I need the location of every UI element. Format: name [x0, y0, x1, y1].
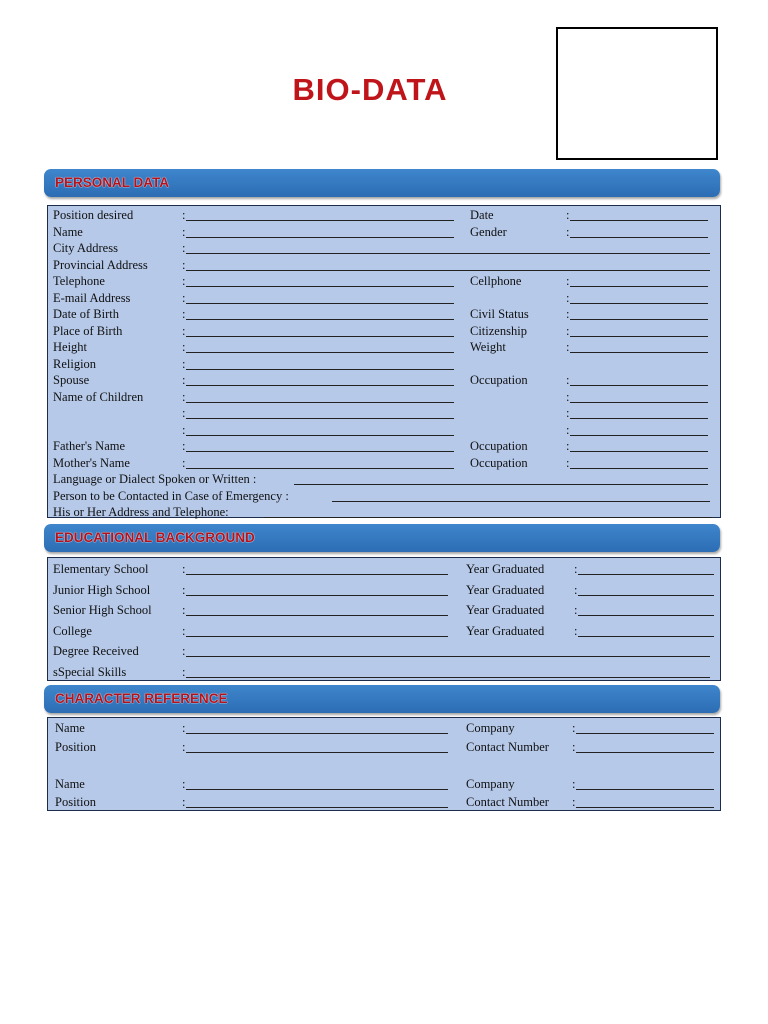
label-address-telephone: His or Her Address and Telephone: [53, 505, 229, 519]
colon: : [574, 582, 578, 597]
row-college [48, 623, 720, 639]
colon: : [566, 455, 570, 470]
label-gender: Gender [470, 224, 507, 239]
row-children-1 [48, 389, 720, 405]
field-spouse[interactable] [186, 385, 454, 386]
field-gender[interactable] [570, 237, 708, 238]
row-name [48, 224, 720, 240]
field-elementary[interactable] [186, 574, 448, 575]
field-child-2-extra[interactable] [570, 418, 708, 419]
colon: : [566, 290, 570, 305]
field-mother-occupation[interactable] [570, 468, 708, 469]
colon: : [182, 290, 186, 305]
colon: : [182, 257, 186, 272]
colon: : [182, 562, 186, 576]
colon: : [182, 439, 186, 453]
row-junior-high [48, 582, 720, 598]
label-senior-high: Senior High School [53, 603, 152, 617]
field-ref1-company[interactable] [576, 733, 714, 734]
label-religion: Religion [53, 356, 97, 371]
row-provincial-address [48, 257, 720, 273]
label-year-graduated: Year Graduated [466, 582, 545, 597]
colon: : [182, 274, 186, 288]
field-degree[interactable] [186, 656, 710, 657]
colon: : [574, 623, 578, 638]
field-college-year[interactable] [578, 636, 714, 637]
label-cellphone: Cellphone [470, 274, 522, 288]
reference-panel [47, 717, 721, 811]
field-date[interactable] [570, 220, 708, 221]
section-title-personal: PERSONAL DATA [55, 175, 170, 190]
label-civil-status: Civil Status [470, 307, 529, 321]
row-emergency [48, 488, 720, 504]
label-year-graduated: Year Graduated [466, 623, 545, 638]
label-height: Height [53, 340, 88, 354]
row-dob [48, 306, 720, 322]
education-panel [47, 557, 721, 681]
photo-box [556, 27, 718, 160]
field-height[interactable] [186, 352, 454, 353]
row-pob [48, 323, 720, 339]
label-year-graduated: Year Graduated [466, 603, 545, 617]
field-cellphone-2[interactable] [570, 303, 708, 304]
row-height [48, 339, 720, 355]
colon: : [572, 721, 576, 735]
field-ref2-contact[interactable] [576, 807, 714, 808]
colon: : [566, 389, 570, 404]
colon: : [566, 307, 570, 321]
field-ref1-name[interactable] [186, 733, 448, 734]
label-language: Language or Dialect Spoken or Written : [53, 472, 257, 486]
field-telephone[interactable] [186, 286, 454, 287]
field-ref2-name[interactable] [186, 789, 448, 790]
colon: : [566, 224, 570, 239]
row-children-2 [48, 405, 720, 421]
colon: : [572, 776, 576, 791]
colon: : [182, 406, 186, 420]
row-ref2-position [48, 794, 720, 810]
field-pob[interactable] [186, 336, 454, 337]
field-citizenship[interactable] [570, 336, 708, 337]
field-address-telephone[interactable] [264, 517, 712, 518]
row-email [48, 290, 720, 306]
row-elementary [48, 561, 720, 577]
row-address-telephone [48, 504, 720, 520]
section-banner-reference [44, 685, 720, 713]
colon: : [182, 776, 186, 791]
field-weight[interactable] [570, 352, 708, 353]
row-position-desired [48, 207, 720, 223]
colon: : [182, 739, 186, 754]
colon: : [182, 340, 186, 354]
label-ref1-name: Name [55, 721, 85, 735]
label-spouse-occupation: Occupation [470, 373, 528, 387]
colon: : [566, 406, 570, 420]
section-title-reference: CHARACTER REFERENCE [55, 691, 228, 706]
field-senior-high[interactable] [186, 615, 448, 616]
row-children-3 [48, 422, 720, 438]
label-provincial-address: Provincial Address [53, 257, 148, 272]
label-elementary: Elementary School [53, 562, 149, 576]
field-provincial-address[interactable] [186, 270, 710, 271]
row-senior-high [48, 602, 720, 618]
label-skills: sSpecial Skills [53, 664, 127, 679]
field-spouse-occupation[interactable] [570, 385, 708, 386]
field-ref1-position[interactable] [186, 752, 448, 753]
label-ref1-position: Position [55, 739, 96, 754]
field-email[interactable] [186, 303, 454, 304]
field-elementary-year[interactable] [578, 574, 714, 575]
field-child-3[interactable] [186, 435, 454, 436]
label-ref2-name: Name [55, 776, 85, 791]
field-mother[interactable] [186, 468, 454, 469]
label-father-occupation: Occupation [470, 439, 528, 453]
row-father [48, 438, 720, 454]
colon: : [182, 373, 186, 387]
label-father: Father's Name [53, 439, 126, 453]
field-skills[interactable] [186, 677, 710, 678]
personal-data-panel [47, 205, 721, 518]
colon: : [182, 644, 186, 658]
field-ref2-position[interactable] [186, 807, 448, 808]
field-child-1-extra[interactable] [570, 402, 708, 403]
colon: : [566, 274, 570, 288]
field-father-occupation[interactable] [570, 451, 708, 452]
field-position-desired[interactable] [186, 220, 454, 221]
field-child-2[interactable] [186, 418, 454, 419]
colon: : [566, 323, 570, 338]
label-children: Name of Children [53, 389, 144, 404]
field-ref2-company[interactable] [576, 789, 714, 790]
row-spouse [48, 372, 720, 388]
label-college: College [53, 623, 92, 638]
colon: : [566, 439, 570, 453]
field-emergency[interactable] [332, 501, 710, 502]
colon: : [574, 603, 578, 617]
colon: : [566, 340, 570, 354]
colon: : [566, 208, 570, 222]
row-ref1-name [48, 720, 720, 736]
field-religion[interactable] [186, 369, 454, 370]
label-weight: Weight [470, 340, 506, 354]
label-date: Date [470, 208, 494, 222]
colon: : [182, 794, 186, 809]
colon: : [182, 356, 186, 371]
label-year-graduated: Year Graduated [466, 562, 545, 576]
field-father[interactable] [186, 451, 454, 452]
colon: : [182, 422, 186, 437]
colon: : [182, 224, 186, 239]
section-banner-personal [44, 169, 720, 197]
row-language [48, 471, 720, 487]
field-junior-high[interactable] [186, 595, 448, 596]
section-banner-education [44, 524, 720, 552]
row-ref1-position [48, 739, 720, 755]
field-child-1[interactable] [186, 402, 454, 403]
colon: : [182, 241, 186, 255]
field-cellphone[interactable] [570, 286, 708, 287]
label-pob: Place of Birth [53, 323, 123, 338]
colon: : [182, 323, 186, 338]
row-city-address [48, 240, 720, 256]
label-position-desired: Position desired [53, 208, 134, 222]
label-ref2-position: Position [55, 794, 96, 809]
field-junior-high-year[interactable] [578, 595, 714, 596]
field-name[interactable] [186, 237, 454, 238]
label-ref1-contact: Contact Number [466, 739, 549, 754]
colon: : [566, 373, 570, 387]
row-ref2-name [48, 776, 720, 792]
colon: : [182, 721, 186, 735]
label-telephone: Telephone [53, 274, 105, 288]
label-mother-occupation: Occupation [470, 455, 528, 470]
label-ref1-company: Company [466, 721, 515, 735]
row-skills [48, 664, 720, 680]
field-language[interactable] [294, 484, 708, 485]
field-child-3-extra[interactable] [570, 435, 708, 436]
row-mother [48, 455, 720, 471]
colon: : [182, 603, 186, 617]
label-email: E-mail Address [53, 290, 131, 305]
label-mother: Mother's Name [53, 455, 130, 470]
colon: : [182, 307, 186, 321]
colon: : [572, 794, 576, 809]
colon: : [182, 664, 186, 679]
label-ref2-company: Company [466, 776, 515, 791]
colon: : [182, 455, 186, 470]
section-title-education: EDUCATIONAL BACKGROUND [55, 530, 255, 545]
colon: : [182, 582, 186, 597]
colon: : [566, 422, 570, 437]
label-junior-high: Junior High School [53, 582, 151, 597]
colon: : [182, 623, 186, 638]
colon: : [574, 562, 578, 576]
field-college[interactable] [186, 636, 448, 637]
label-dob: Date of Birth [53, 307, 119, 321]
field-dob[interactable] [186, 319, 454, 320]
label-ref2-contact: Contact Number [466, 794, 549, 809]
row-religion [48, 356, 720, 372]
label-name: Name [53, 224, 83, 239]
field-civil-status[interactable] [570, 319, 708, 320]
field-senior-high-year[interactable] [578, 615, 714, 616]
label-citizenship: Citizenship [470, 323, 527, 338]
field-city-address[interactable] [186, 253, 710, 254]
label-degree: Degree Received [53, 644, 139, 658]
colon: : [572, 739, 576, 754]
label-emergency: Person to be Contacted in Case of Emergency : [53, 488, 289, 503]
row-telephone [48, 273, 720, 289]
field-ref1-contact[interactable] [576, 752, 714, 753]
row-degree [48, 643, 720, 659]
colon: : [182, 389, 186, 404]
colon: : [182, 208, 186, 222]
page-title: BIO-DATA [292, 72, 448, 107]
label-city-address: City Address [53, 241, 118, 255]
label-spouse: Spouse [53, 373, 90, 387]
